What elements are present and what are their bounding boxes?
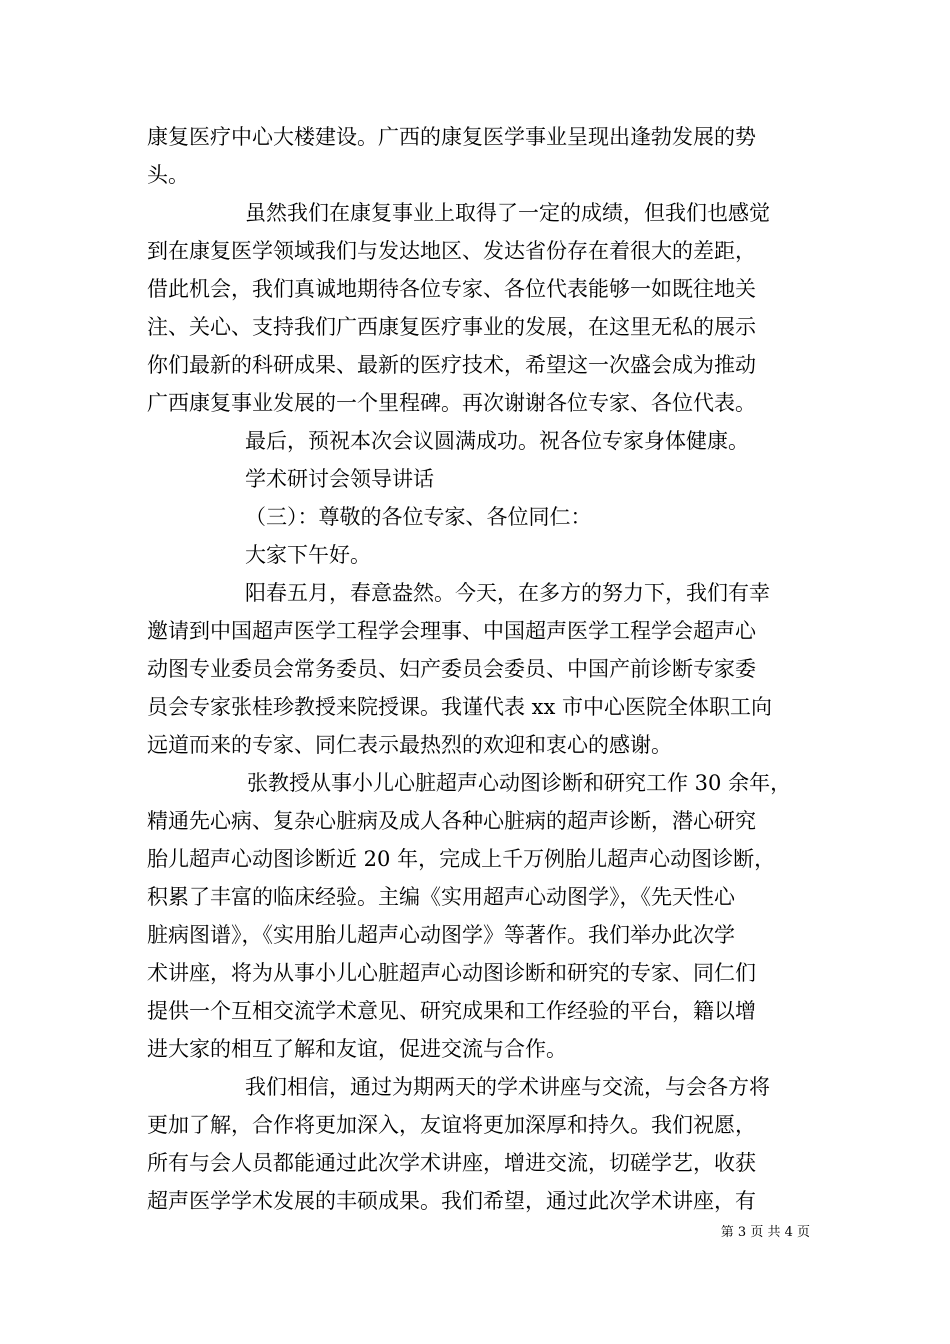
- text-line: 虽然我们在康复事业上取得了一定的成绩，但我们也感觉: [245, 201, 770, 225]
- text-line: 康复医疗中心大楼建设。广西的康复医学事业呈现出逢勃发展的势: [147, 125, 756, 149]
- text-line: 积累了丰富的临床经验。主编《实用超声心动图学》，《先天性心: [147, 885, 735, 909]
- salutation: （三）：尊敬的各位专家、各位同仁：: [245, 505, 592, 529]
- text-line: 动图专业委员会常务委员、妇产委员会委员、中国产前诊断专家委: [147, 657, 756, 681]
- text-line: 你们最新的科研成果、最新的医疗技术，希望这一次盛会成为推动: [147, 353, 756, 377]
- text-line: 注、关心、支持我们广西康复医疗事业的发展，在这里无私的展示: [147, 315, 756, 339]
- text-line: 到在康复医学领域我们与发达地区、发达省份存在着很大的差距，: [147, 239, 756, 263]
- text-line: 脏病图谱》，《实用胎儿超声心动图学》等著作。我们举办此次学: [147, 923, 735, 947]
- text-line: 最后，预祝本次会议圆满成功。祝各位专家身体健康。: [245, 429, 749, 453]
- text-line: 更加了解，合作将更加深入，友谊将更加深厚和持久。我们祝愿，: [147, 1113, 756, 1137]
- greeting: 大家下午好。: [245, 543, 371, 567]
- text-line: 借此机会，我们真诚地期待各位专家、各位代表能够一如既往地关: [147, 277, 756, 301]
- text-line: 胎儿超声心动图诊断近 20 年，完成上千万例胎儿超声心动图诊断，: [147, 847, 776, 871]
- text-line: 提供一个互相交流学术意见、研究成果和工作经验的平台，籍以增: [147, 999, 756, 1023]
- text-line: 进大家的相互了解和友谊，促进交流与合作。: [147, 1037, 567, 1061]
- text-line: 我们相信，通过为期两天的学术讲座与交流，与会各方将: [245, 1075, 770, 1099]
- text-line: 精通先心病、复杂心脏病及成人各种心脏病的超声诊断，潜心研究: [147, 809, 756, 833]
- section-heading: 学术研讨会领导讲话: [245, 467, 434, 491]
- text-line: 邀请到中国超声医学工程学会理事、中国超声医学工程学会超声心: [147, 619, 756, 643]
- text-line: 头。: [147, 163, 189, 187]
- text-line: 所有与会人员都能通过此次学术讲座，增进交流，切磋学艺，收获: [147, 1151, 756, 1175]
- text-line: 远道而来的专家、同仁表示最热烈的欢迎和衷心的感谢。: [147, 733, 672, 757]
- text-line: 阳春五月，春意盎然。今天，在多方的努力下，我们有幸: [245, 581, 770, 605]
- text-line: 员会专家张桂珍教授来院授课。我谨代表 xx 市中心医院全体职工向: [147, 695, 773, 719]
- text-line: 超声医学学术发展的丰硕成果。我们希望，通过此次学术讲座，有: [147, 1189, 756, 1213]
- body-text: [147, 118, 807, 1220]
- page-number-footer: 第 3 页 共 4 页: [720, 1225, 810, 1240]
- text-line: 张教授从事小儿心脏超声心动图诊断和研究工作 30 余年，: [247, 771, 792, 795]
- text-line: 广西康复事业发展的一个里程碑。再次谢谢各位专家、各位代表。: [147, 391, 756, 415]
- text-line: 术讲座，将为从事小儿心脏超声心动图诊断和研究的专家、同仁们: [147, 961, 756, 985]
